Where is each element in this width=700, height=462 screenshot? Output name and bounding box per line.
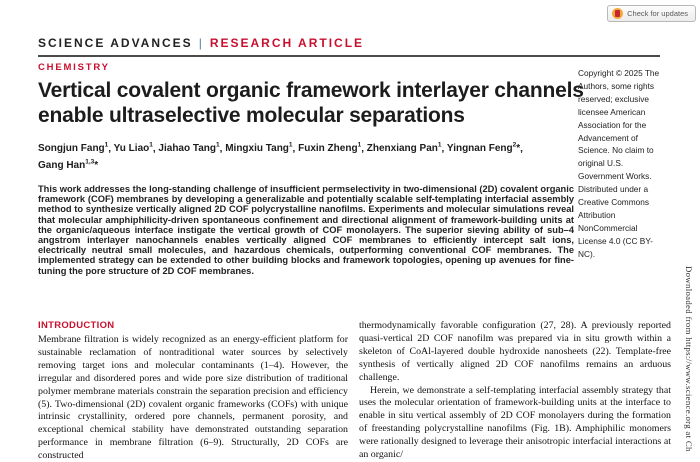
journal-header (38, 36, 364, 50)
left-column (38, 320, 348, 462)
body-paragraph: Membrane filtration is widely recognized as an energy-efficient platform for sustainable reclamation of nontraditional water sources by selectively removing target ions and molecular contaminants (1–4). However, the irregular and disordered pores and wide pore size distribution of traditional polymer membrane materials constrain the separation precision and efficiency (5). Two-dimensional (2D) covalent organic frameworks (COFs) with unique intrinsic crystallinity, ordered pore channels, permanent porosity, and exceptional chemical stability have demonstrated outstanding separation performance in membrane filtration (6–9). Structurally, 2D COFs are constructed (38, 334, 348, 462)
check-for-updates-label: Check for updates (627, 9, 688, 18)
author: Yu Liao$^1$ (113, 142, 153, 155)
author: Yingnan Feng$^2$* (446, 142, 521, 155)
check-for-updates-badge[interactable] (607, 5, 696, 22)
body-paragraph: thermodynamically favorable configuration (27, 28). A previously reported quasi-vertical 2D COF nanofilm was prepared via in situ growth within a skeleton of CoAl-layered double hydroxide nanosheets (22). Template-free synthesis of vertically aligned 2D COF nanofilms remains an arduous challenge. (359, 320, 671, 383)
author: Mingxiu Tang$^1$ (225, 142, 293, 155)
author: Songjun Fang$^1$ (38, 142, 109, 155)
header-separator: | (198, 36, 204, 50)
journal-name: SCIENCE ADVANCES (38, 36, 193, 50)
article-type-label: RESEARCH ARTICLE (209, 36, 365, 50)
author: Gang Han$^{1,3}$* (38, 158, 99, 171)
right-column (359, 320, 671, 462)
crossmark-icon (612, 8, 623, 19)
body-columns (38, 320, 671, 462)
author: Fuxin Zheng$^1$ (298, 142, 362, 155)
author: Jiahao Tang$^1$ (158, 142, 220, 155)
article-title: Vertical covalent organic framework interlayer channels enable ultraselective molecular separations (38, 79, 584, 127)
copyright-notice: Copyright © 2025 The Authors, some rights reserved; exclusive licensee American Association for the Advancement of Science. No claim to original U.S. Government Works. Distributed under a Creative Commons Attribution NonCommercial License 4.0 (CC BY-NC). (578, 68, 660, 259)
body-paragraph: Herein, we demonstrate a self-templating interfacial assembly strategy that uses the molecular orientation of framework-building units at the interface to enable in situ vertical assembly of 2D COF monolayers during the formation of freestanding polycrystalline nanofilms (Fig. 1B). Amphiphilic monomers were rationally designed to leverage their anisotropic interfacial interactions at an organic/ (359, 384, 671, 461)
author: Zhenxiang Pan$^1$ (366, 142, 442, 155)
download-watermark: Downloaded from https://www.science.org at Ch (684, 266, 694, 452)
abstract-text: This work addresses the long-standing challenge of insufficient permselectivity in two-dimensional (2D) covalent organic framework (COF) membranes by developing a generalizable and potentially scalable self-templating interfacial assembly method to synthesize vertically aligned 2D COF polycrystalline nanofilms. Experiments and molecular simulations reveal that molecular amphiphilicity-driven spontaneous confinement and directional alignment of framework-building units at the organic/aqueous interface instigate the vertical growth of COF monolayers. The superior sieving ability of sub–4 angstrom interlayer nanochannels enables vertically aligned COF membranes to efficiently intercept salt ions, electrically neutral small molecules, and hazardous chemicals, outperforming conventional COF membranes. The implemented strategy can be extended to other building blocks and framework topologies, opening up avenues for fine-tuning the pore structure of 2D COF membranes. (38, 184, 574, 276)
author-list: Songjun Fang$^1$, Yu Liao$^1$, Jiahao Tang$^1$, Mingxiu Tang$^1$, Fuxin Zheng$^1$, Zhenxiang Pan$^1$, Yingnan Feng$^2$*, Gang Han$^{1,3}$* (38, 142, 523, 171)
header-rule (38, 55, 660, 57)
introduction-heading: INTRODUCTION (38, 320, 115, 331)
section-label: CHEMISTRY (38, 62, 110, 73)
